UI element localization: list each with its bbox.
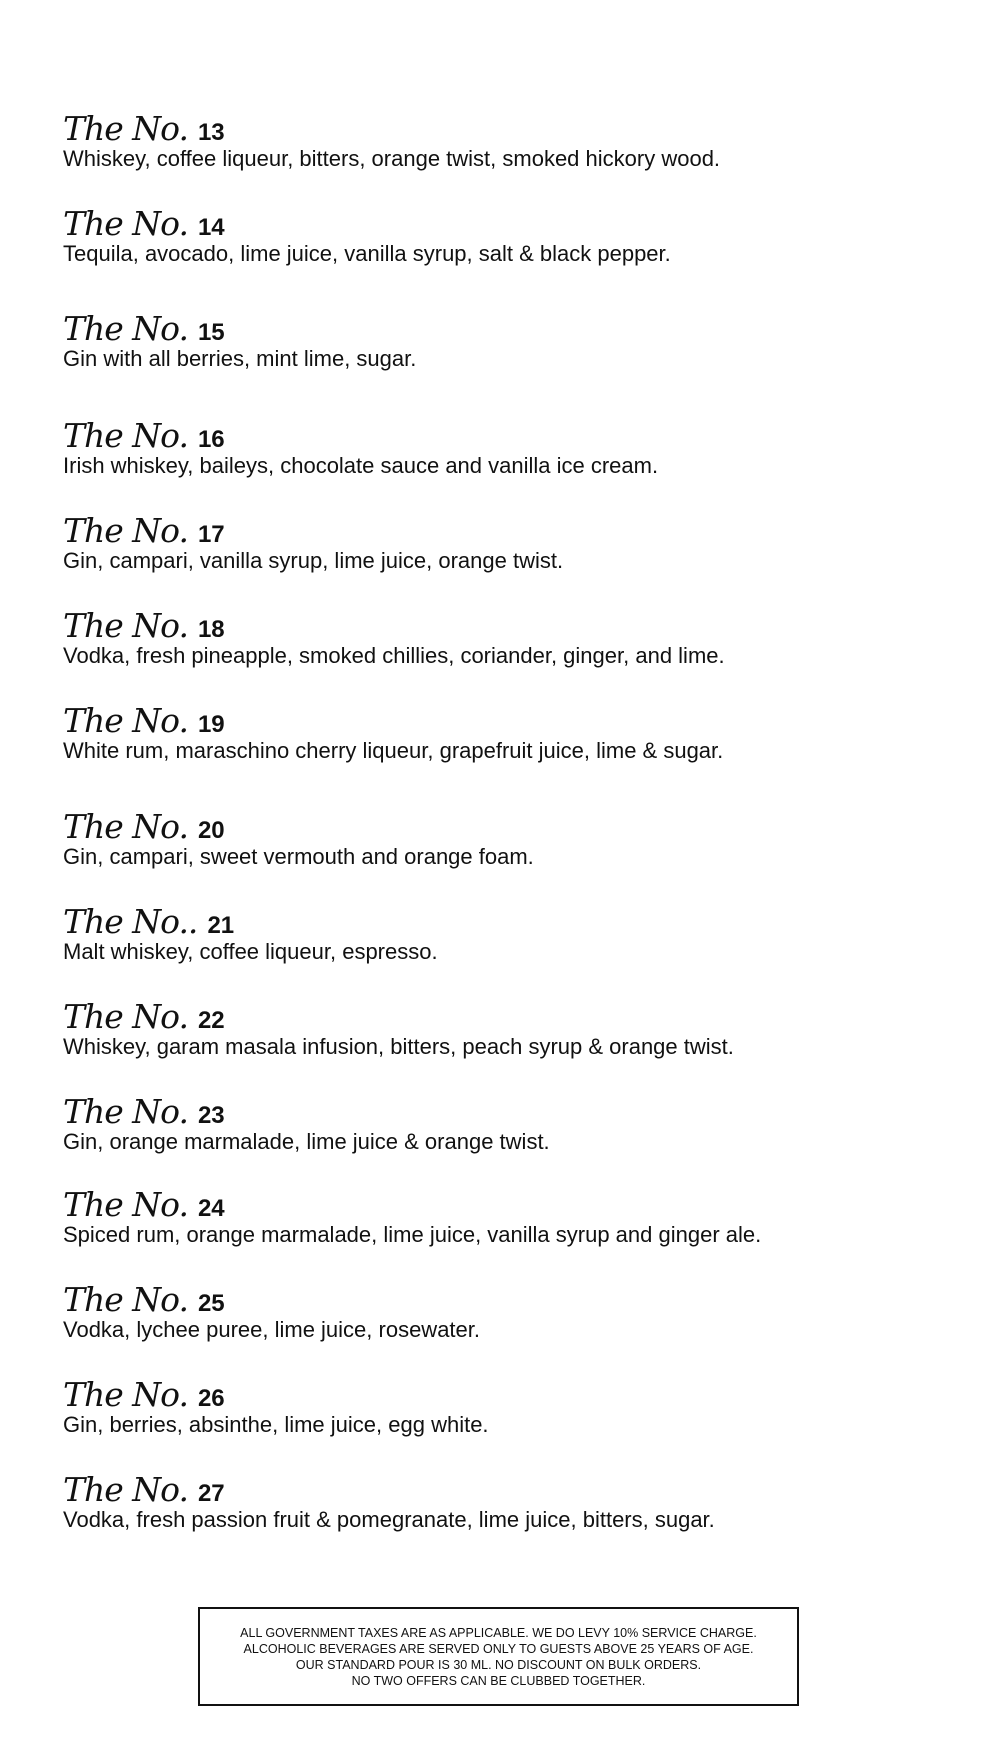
item-number: 26 (197, 1385, 225, 1412)
item-prefix: The No. (63, 1092, 188, 1131)
menu-item (63, 1374, 963, 1438)
item-description: Vodka, fresh pineapple, smoked chillies, coriander, ginger, and lime. (63, 643, 725, 668)
item-title (63, 415, 963, 457)
item-number: 14 (197, 214, 225, 241)
item-prefix: The No. (63, 997, 188, 1036)
item-description: Whiskey, coffee liqueur, bitters, orange twist, smoked hickory wood. (63, 146, 721, 171)
item-title (63, 806, 963, 848)
menu-item (63, 1091, 963, 1155)
item-prefix: The No. (63, 807, 188, 846)
item-description: Spiced rum, orange marmalade, lime juice, vanilla syrup and ginger ale. (63, 1222, 762, 1247)
item-prefix: The No. (63, 701, 188, 740)
item-prefix: The No.. (63, 902, 198, 941)
item-number: 20 (197, 817, 225, 844)
item-number: 19 (197, 711, 225, 738)
item-description: Whiskey, garam masala infusion, bitters, peach syrup & orange twist. (63, 1034, 734, 1059)
item-prefix: The No. (63, 1470, 188, 1509)
item-title (63, 901, 963, 943)
item-description: Gin, campari, vanilla syrup, lime juice, orange twist. (63, 548, 564, 573)
item-title (63, 1279, 963, 1321)
menu-item (63, 203, 963, 267)
notice-line: OUR STANDARD POUR IS 30 ML. NO DISCOUNT ON BULK ORDERS. (295, 1657, 702, 1672)
item-prefix: The No. (63, 606, 188, 645)
menu-item (63, 605, 963, 669)
item-number: 27 (197, 1480, 225, 1507)
item-prefix: The No. (63, 416, 188, 455)
menu-item (63, 996, 963, 1060)
notice-line: NO TWO OFFERS CAN BE CLUBBED TOGETHER. (351, 1673, 646, 1688)
item-number: 23 (197, 1102, 225, 1129)
item-prefix: The No. (63, 109, 188, 148)
item-description: Irish whiskey, baileys, chocolate sauce and vanilla ice cream. (63, 453, 659, 478)
item-description: White rum, maraschino cherry liqueur, grapefruit juice, lime & sugar. (63, 738, 724, 763)
menu-item (63, 700, 963, 764)
item-number: 24 (197, 1195, 225, 1222)
menu-item (63, 1184, 963, 1248)
item-description: Vodka, lychee puree, lime juice, rosewater. (63, 1317, 481, 1342)
item-description: Malt whiskey, coffee liqueur, espresso. (63, 939, 438, 964)
notice-line: ALCOHOLIC BEVERAGES ARE SERVED ONLY TO GUESTS ABOVE 25 YEARS OF AGE. (243, 1641, 754, 1656)
item-title (63, 1091, 963, 1133)
item-description: Tequila, avocado, lime juice, vanilla syrup, salt & black pepper. (63, 241, 671, 266)
item-description: Vodka, fresh passion fruit & pomegranate, lime juice, bitters, sugar. (63, 1507, 715, 1532)
item-title (63, 1469, 963, 1511)
menu-item (63, 1279, 963, 1343)
menu-item (63, 510, 963, 574)
menu-item (63, 901, 963, 965)
item-title (63, 308, 963, 350)
menu-item (63, 308, 963, 372)
item-title (63, 1184, 963, 1226)
item-prefix: The No. (63, 1185, 188, 1224)
item-title (63, 605, 963, 647)
item-description: Gin, campari, sweet vermouth and orange foam. (63, 844, 534, 869)
item-title (63, 203, 963, 245)
notice-line: ALL GOVERNMENT TAXES ARE AS APPLICABLE. WE DO LEVY 10% SERVICE CHARGE. (240, 1625, 757, 1640)
item-title (63, 1374, 963, 1416)
item-prefix: The No. (63, 309, 188, 348)
item-number: 16 (197, 426, 225, 453)
item-number: 22 (197, 1007, 225, 1034)
item-prefix: The No. (63, 511, 188, 550)
item-description: Gin with all berries, mint lime, sugar. (63, 346, 417, 371)
item-prefix: The No. (63, 204, 188, 243)
item-number: 18 (197, 616, 225, 643)
item-title (63, 510, 963, 552)
item-prefix: The No. (63, 1375, 188, 1414)
item-number: 17 (197, 521, 225, 548)
item-prefix: The No. (63, 1280, 188, 1319)
menu-item (63, 1469, 963, 1533)
item-description: Gin, berries, absinthe, lime juice, egg white. (63, 1412, 489, 1437)
item-title (63, 700, 963, 742)
item-number: 13 (197, 119, 225, 146)
policy-notice-box (198, 1607, 799, 1706)
item-title (63, 996, 963, 1038)
item-title (63, 108, 963, 150)
menu-item (63, 108, 963, 172)
item-number: 25 (197, 1290, 225, 1317)
menu-item (63, 415, 963, 479)
item-number: 21 (207, 912, 235, 939)
item-number: 15 (197, 319, 225, 346)
item-description: Gin, orange marmalade, lime juice & orange twist. (63, 1129, 550, 1154)
menu-item (63, 806, 963, 870)
